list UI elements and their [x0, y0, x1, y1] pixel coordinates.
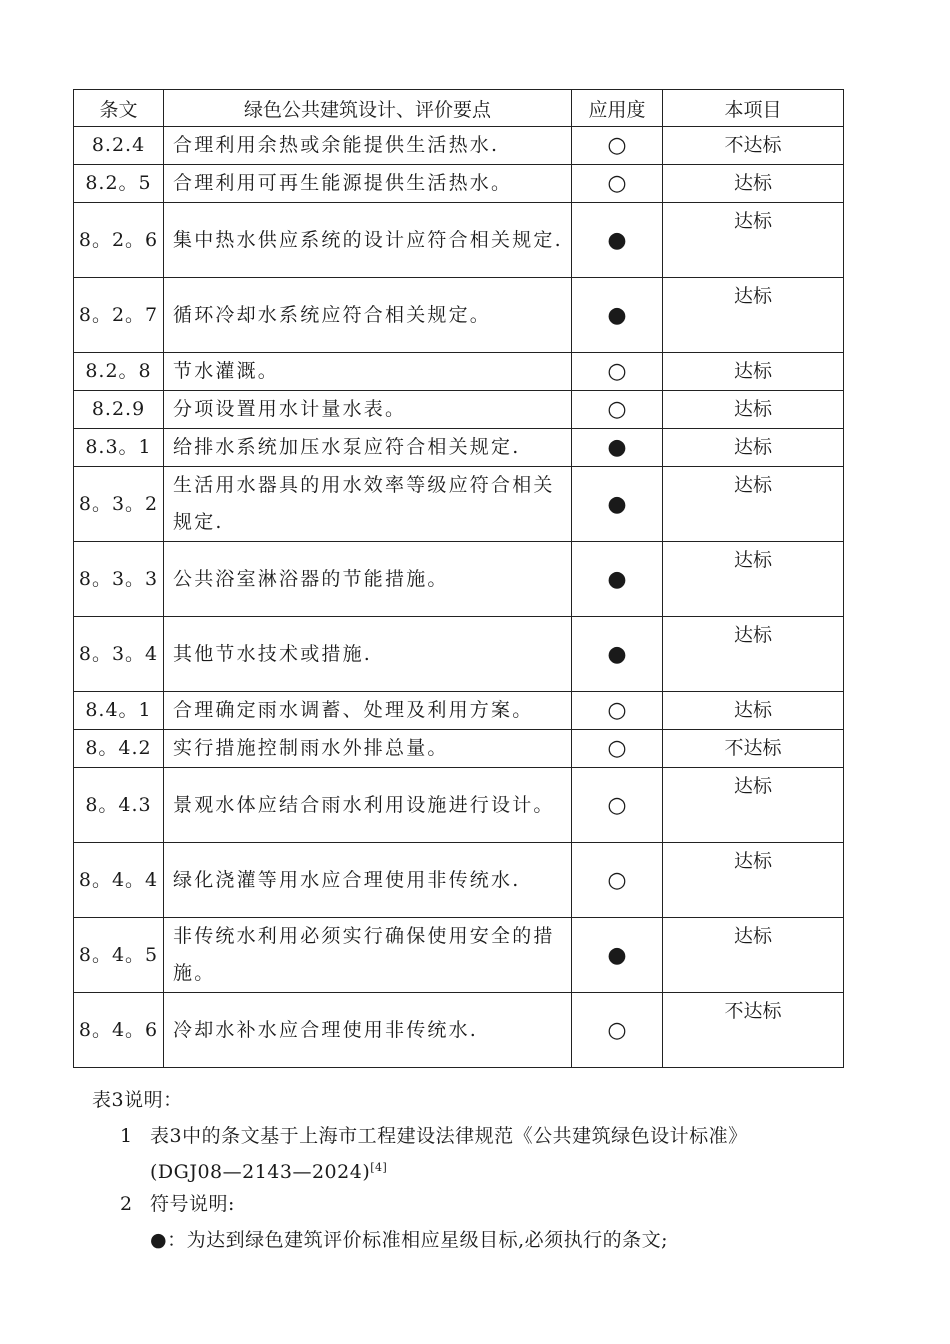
clause-cell: 8。4。6 [74, 993, 164, 1068]
table-row [74, 391, 844, 429]
table-row [74, 467, 844, 542]
note-1-number: 1 [120, 1125, 133, 1147]
note-1-text: 表3中的条文基于上海市工程建设法律规范《公共建筑绿色设计标准》 [150, 1125, 748, 1147]
note-2-text: 符号说明: [150, 1193, 235, 1215]
table-row [74, 692, 844, 730]
clause-cell: 8。4.3 [74, 768, 164, 843]
applicability-symbol: ● [572, 617, 663, 692]
applicability-symbol: ○ [572, 768, 663, 843]
applicability-symbol: ○ [572, 127, 663, 165]
table-row [74, 127, 844, 165]
clause-cell: 8。3。2 [74, 467, 164, 542]
header-points: 绿色公共建筑设计、评价要点 [164, 90, 572, 127]
description-cell: 给排水系统加压水泵应符合相关规定. [164, 429, 572, 467]
symbol-meaning: ：为达到绿色建筑评价标准相应星级目标,必须执行的条文; [167, 1229, 669, 1251]
applicability-symbol: ○ [572, 692, 663, 730]
result-cell: 达标 [663, 918, 844, 993]
description-cell: 其他节水技术或措施. [164, 617, 572, 692]
result-cell: 达标 [663, 768, 844, 843]
symbol-explanation [150, 1222, 668, 1258]
notes-title: 表3说明： [92, 1089, 183, 1111]
result-cell: 达标 [663, 467, 844, 542]
table-row [74, 353, 844, 391]
filled-circle-icon: ● [150, 1229, 168, 1251]
clause-cell: 8.3。1 [74, 429, 164, 467]
clause-cell: 8。2。6 [74, 203, 164, 278]
description-cell: 合理确定雨水调蓄、处理及利用方案。 [164, 692, 572, 730]
applicability-symbol: ○ [572, 391, 663, 429]
applicability-symbol: ○ [572, 730, 663, 768]
description-cell: 合理利用可再生能源提供生活热水。 [164, 165, 572, 203]
result-cell: 达标 [663, 429, 844, 467]
applicability-symbol: ● [572, 467, 663, 542]
clause-cell: 8.2.4 [74, 127, 164, 165]
result-cell: 达标 [663, 542, 844, 617]
applicability-symbol: ● [572, 429, 663, 467]
table-row [74, 165, 844, 203]
table-row [74, 918, 844, 993]
result-cell: 达标 [663, 617, 844, 692]
table-row [74, 278, 844, 353]
clause-cell: 8.2。8 [74, 353, 164, 391]
table-row [74, 429, 844, 467]
clause-cell: 8。4.2 [74, 730, 164, 768]
applicability-symbol: ● [572, 203, 663, 278]
header-clause: 条文 [74, 90, 164, 127]
applicability-symbol: ● [572, 918, 663, 993]
header-row [74, 90, 844, 127]
description-cell: 冷却水补水应合理使用非传统水. [164, 993, 572, 1068]
description-cell: 合理利用余热或余能提供生活热水. [164, 127, 572, 165]
clause-cell: 8.2。5 [74, 165, 164, 203]
result-cell: 达标 [663, 692, 844, 730]
standard-code: (DGJ08—2143—2024) [150, 1161, 371, 1183]
description-cell: 景观水体应结合雨水利用设施进行设计。 [164, 768, 572, 843]
description-cell: 绿化浇灌等用水应合理使用非传统水. [164, 843, 572, 918]
table-row [74, 542, 844, 617]
note-2-number: 2 [120, 1193, 133, 1215]
applicability-symbol: ○ [572, 843, 663, 918]
note-1-continuation [150, 1150, 387, 1190]
clause-cell: 8。4。5 [74, 918, 164, 993]
header-applicability: 应用度 [572, 90, 663, 127]
description-cell: 生活用水器具的用水效率等级应符合相关规定. [164, 467, 572, 542]
applicability-symbol: ● [572, 278, 663, 353]
result-cell: 不达标 [663, 730, 844, 768]
applicability-symbol: ○ [572, 165, 663, 203]
applicability-symbol: ● [572, 542, 663, 617]
standards-table [73, 89, 844, 1068]
table-row [74, 843, 844, 918]
description-cell: 非传统水利用必须实行确保使用安全的措施。 [164, 918, 572, 993]
result-cell: 达标 [663, 278, 844, 353]
table-row [74, 203, 844, 278]
result-cell: 达标 [663, 353, 844, 391]
description-cell: 分项设置用水计量水表。 [164, 391, 572, 429]
reference-marker: [4] [370, 1161, 388, 1174]
result-cell: 不达标 [663, 127, 844, 165]
result-cell: 不达标 [663, 993, 844, 1068]
description-cell: 循环冷却水系统应符合相关规定。 [164, 278, 572, 353]
description-cell: 实行措施控制雨水外排总量。 [164, 730, 572, 768]
clause-cell: 8。3。3 [74, 542, 164, 617]
table-row [74, 993, 844, 1068]
table-row [74, 768, 844, 843]
clause-cell: 8。2。7 [74, 278, 164, 353]
clause-cell: 8.4。1 [74, 692, 164, 730]
applicability-symbol: ○ [572, 993, 663, 1068]
description-cell: 公共浴室淋浴器的节能措施。 [164, 542, 572, 617]
description-cell: 集中热水供应系统的设计应符合相关规定. [164, 203, 572, 278]
result-cell: 达标 [663, 391, 844, 429]
description-cell: 节水灌溉。 [164, 353, 572, 391]
applicability-symbol: ○ [572, 353, 663, 391]
header-project: 本项目 [663, 90, 844, 127]
table-row [74, 730, 844, 768]
result-cell: 达标 [663, 165, 844, 203]
clause-cell: 8.2.9 [74, 391, 164, 429]
clause-cell: 8。4。4 [74, 843, 164, 918]
result-cell: 达标 [663, 203, 844, 278]
clause-cell: 8。3。4 [74, 617, 164, 692]
table-row [74, 617, 844, 692]
result-cell: 达标 [663, 843, 844, 918]
